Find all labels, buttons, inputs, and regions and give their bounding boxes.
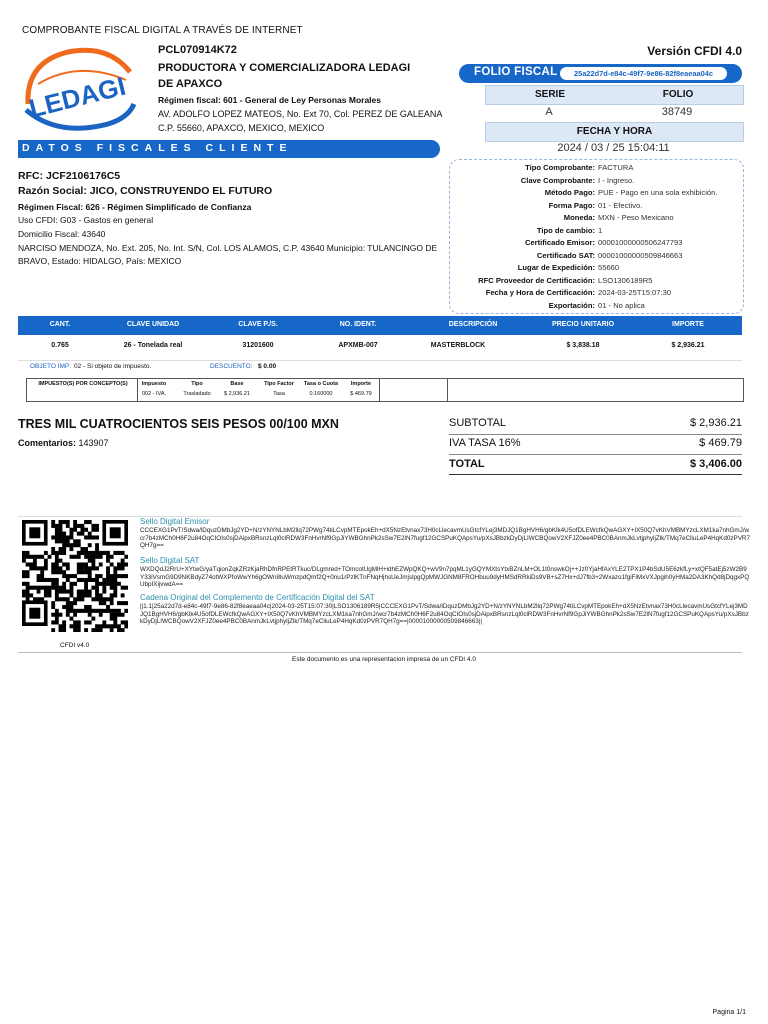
emisor-razon-social: PRODUCTORA Y COMERCIALIZADORA LEDAGI DE APAXCO — [158, 62, 411, 90]
imp-col-tipo-factor: Tipo Factor — [264, 381, 294, 387]
page-number: Pagina 1/1 — [712, 1009, 746, 1016]
fecha-hora-label: FECHA Y HORA — [485, 122, 744, 142]
cell-importe: $ 2,936.21 — [671, 342, 705, 349]
col-clave-ps: CLAVE P./S. — [238, 321, 278, 328]
imp-cell-impuesto: 002 - IVA. — [141, 391, 167, 397]
objeto-imp-value: 02 - Si objeto de impuesto. — [74, 363, 152, 370]
imp-col-tasa: Tasa o Cuota — [303, 381, 339, 387]
cliente-razon-social: Razón Social: JICO, CONSTRUYENDO EL FUTURO — [18, 185, 273, 197]
cfdi-version-label: CFDI v4.0 — [60, 642, 90, 649]
objeto-imp-label: OBJETO IMP: — [30, 363, 72, 370]
imp-cell-tipo-factor: Tasa — [273, 391, 285, 397]
cell-precio-unitario: $ 3,838.18 — [566, 342, 600, 349]
folio-fiscal-label: FOLIO FISCAL — [474, 66, 558, 78]
comprobante-info-box: Tipo Comprobante: FACTURA Clave Comprobante: I - Ingreso. Método Pago: PUE - Pago en una sola exhibición. Forma Pago: 01 - Efectivo. Moneda: MXN - Peso Mexicano Tipo de cambio: 1 Certificado Emisor: 00001000000506247793 Certificado SAT: 00001000000509846663 Lugar de Expedición: 55660 RFC Proveedor de Certificación: LSO1306189R5 Fecha y Hora de Certificación: 2024-03-25T15:07:30 Exportación: 01 - No aplica — [449, 159, 744, 314]
total-row — [449, 458, 742, 470]
imp-col-impuesto: Impuesto — [141, 381, 167, 387]
serie-label: SERIE — [534, 89, 565, 100]
col-importe: IMPORTE — [672, 321, 704, 328]
cliente-rfc: RFC: JCF2106176C5 — [18, 170, 121, 182]
iva-row — [449, 437, 742, 449]
total-value: $ 3,406.00 — [690, 458, 742, 470]
folio-fiscal-uuid: 25a22d7d-e84c-49f7-9e86-82f8eaeaa04c — [560, 67, 727, 80]
total-label: TOTAL — [449, 458, 485, 470]
company-logo — [18, 42, 138, 140]
col-no-ident: NO. IDENT. — [339, 321, 377, 328]
cliente-domicilio: Domicilio Fiscal: 43640 — [18, 229, 106, 239]
datos-fiscales-title: DATOS FISCALES CLIENTE — [22, 142, 293, 154]
emisor-direccion-line1: AV. ADOLFO LOPEZ MATEOS, No. Ext 70, Col. PEREZ DE GALEANA — [158, 109, 443, 119]
emisor-regimen: Régimen fiscal: 601 - General de Ley Personas Morales — [158, 95, 381, 105]
imp-divider — [137, 379, 138, 401]
sello-sat-title: Sello Digital SAT — [140, 556, 200, 565]
imp-divider — [379, 379, 380, 401]
comentarios-value: 143907 — [78, 438, 109, 448]
descuento-value: $ 0.00 — [258, 363, 277, 370]
subtotal-value: $ 2,936.21 — [690, 417, 742, 429]
cell-clave-ps: 31201600 — [242, 342, 274, 349]
subtotal-label: SUBTOTAL — [449, 417, 507, 429]
descuento-label: DESCUENTO: — [210, 363, 253, 370]
cell-clave-unidad: 26 - Tonelada real — [123, 342, 183, 349]
col-cant: CANT. — [49, 321, 71, 328]
imp-divider — [447, 379, 448, 401]
serie-value: A — [545, 106, 553, 118]
folio-value: 38749 — [661, 106, 693, 118]
imp-cell-tipo: Trasladado — [183, 391, 211, 397]
sello-emisor-title: Sello Digital Emisor — [140, 517, 210, 526]
imp-cell-importe: $ 469.79 — [350, 391, 372, 397]
svg-text:LEDAGI: LEDAGI — [25, 70, 129, 124]
imp-cell-tasa: 0.160000 — [309, 391, 333, 397]
cfdi-version: Versión CFDI 4.0 — [647, 44, 742, 58]
footer-note: Este documento es una representacion impresa de un CFDI 4.0 — [292, 656, 476, 663]
iva-label: IVA TASA 16% — [449, 437, 521, 449]
col-descripcion: DESCRIPCIÓN — [448, 321, 498, 328]
impuestos-table — [26, 378, 744, 402]
imp-col-importe: Importe — [350, 381, 372, 387]
imp-cell-base: $ 2,936.21 — [224, 391, 250, 397]
comentarios-label: Comentarios: — [18, 438, 77, 448]
imp-col-concepto: IMPUESTO(S) POR CONCEPTO(S) — [38, 381, 128, 387]
document-title: COMPROBANTE FISCAL DIGITAL A TRAVÉS DE INTERNET — [22, 25, 303, 36]
divider — [18, 652, 742, 653]
cell-no-ident: APXMB-007 — [338, 342, 378, 349]
emisor-rfc: PCL070914K72 — [158, 44, 237, 56]
sello-emisor-text: CCCEXG1PvT/Sdwa/lDquzDMbJg2YD+N/zYNYNLbM2llq72PWg74tiLCvpMTEpokEh+dX5NzEtvnax73H0cLlecavmUsGtcfYLej3MDJQ1BgHVH6/gbKlk4U5ofDLEWcfkQwAGXY+IX50Q7vKhVMBMYzcLXM1ka7nhGmJ/wcr7b4zMCh0H6F2u84OqCIOIs0sjDAipxBRsnzLql0clRDW3FnHvrNf9GpJiYWBGhnPk2sSw7E2lN7fugf12GCSPuKQApsYu/pXsJBbzkDyDjLIWCBQowV2XFJZ0ee4PBC0BAnmJkLvtjphyljZlk/TMq7eCliuLeP4HqKd0zPVR7QH7g== — [140, 527, 750, 550]
serie-folio-values — [485, 104, 742, 121]
serie-folio-header — [485, 85, 744, 105]
sello-sat-text: WXDQdJ2RrU+XYtwG/yaTqionZqkZRzKjaRhDfnRPEtRTkuc/DLgmred+TOmcotUgMlH+idhEZWpQKQ+wV9n7pqML1yGQYMXtsYtxBZnLM+OL1t0nswkOj++Jz0YjaHfAxYLE2TPX1P4bSdU5E6zkfLy+xtQF5atEj5zW2B9Y33iVsmG9D9NKBdyZ74otWXPfoWwYh6gOWn8luWmzpdQmf2Q+0nu1rPzlKTnFNqHjhsUeJmjslpgQpMWJGNM8FROHbuu9dyHMSdRRkiDs9VB+sZ7Hx+dJ7fb3+2Wxazo1fgiFiMxVXJpgih0yHMa2DA3KhQd8jDqgxPQUbpIXijvwdA== — [140, 566, 750, 589]
folio-label: FOLIO — [662, 89, 694, 100]
iva-value: $ 469.79 — [699, 437, 742, 449]
cell-cant: 0.765 — [51, 342, 69, 349]
comentarios — [18, 438, 109, 448]
cliente-regimen: Régimen Fiscal: 626 - Régimen Simplificado de Confianza — [18, 202, 252, 212]
divider — [449, 474, 742, 475]
cadena-original-title: Cadena Original del Complemento de Certificación Digital del SAT — [140, 593, 375, 602]
cadena-original-text: ||1.1|25a22d7d-e84c-49f7-9e86-82f8eaeaa04c|2024-03-25T15:07:30|LSO1306189R5|CCCEXG1PvT/Sdwa/lDquzDMbJg2YD+N/zYNYNLbM2llq72PWg74tiLCvpMTEpokEh+dX5NzEtvnax73H0cLlecavmUsGtcfYLej3MDJQ1BgHVH6/gbKlk4U5ofDLEWcfkQwAGXY+IX50Q7vKhVMBMYzcLXM1ka7nhGmJ/wcr7b4zMCh0H6F2u84OqCIOIs0sjDAipxBRsnzLql0clRDW3FnHvrNf9GpJiYWBGhnPk2sSw7E2lN7fugf12GCSPuKQApsYu/pXsJBbzkDyDjLIWCBQowV2XFJZ0ee4PBC0BAnmJkLvtjphyljZlk/TMq7eCliuLeP4HqKd0zPVR7QH7g==|00001000000509846663|| — [140, 603, 749, 626]
qr-code — [22, 520, 128, 632]
col-precio-unitario: PRECIO UNITARIO — [551, 321, 615, 328]
cell-descripcion: MASTERBLOCK — [430, 342, 486, 349]
emisor-direccion-line2: C.P. 55660, APAXCO, MEXICO, MEXICO — [158, 123, 325, 133]
imp-col-base: Base — [230, 381, 244, 387]
divider — [449, 434, 742, 435]
total-en-letras: TRES MIL CUATROCIENTOS SEIS PESOS 00/100 MXN — [18, 417, 339, 431]
objeto-impuesto-row — [18, 360, 742, 375]
divider — [449, 454, 742, 455]
cliente-uso-cfdi: Uso CFDI: G03 - Gastos en general — [18, 215, 154, 225]
col-clave-unidad: CLAVE UNIDAD — [126, 321, 180, 328]
subtotal-row — [449, 417, 742, 429]
table-row — [18, 336, 742, 358]
imp-col-tipo: Tipo — [191, 381, 203, 387]
conceptos-table-header — [18, 316, 742, 335]
cliente-direccion: NARCISO MENDOZA, No. Ext. 205, No. Int. S/N, Col. LOS ALAMOS, C.P. 43640 Municipio: TULANCINGO DE BRAVO, Estado: HIDALGO, País: MEXICO — [18, 243, 438, 266]
fecha-hora-value: 2024 / 03 / 25 15:04:11 — [557, 142, 670, 154]
